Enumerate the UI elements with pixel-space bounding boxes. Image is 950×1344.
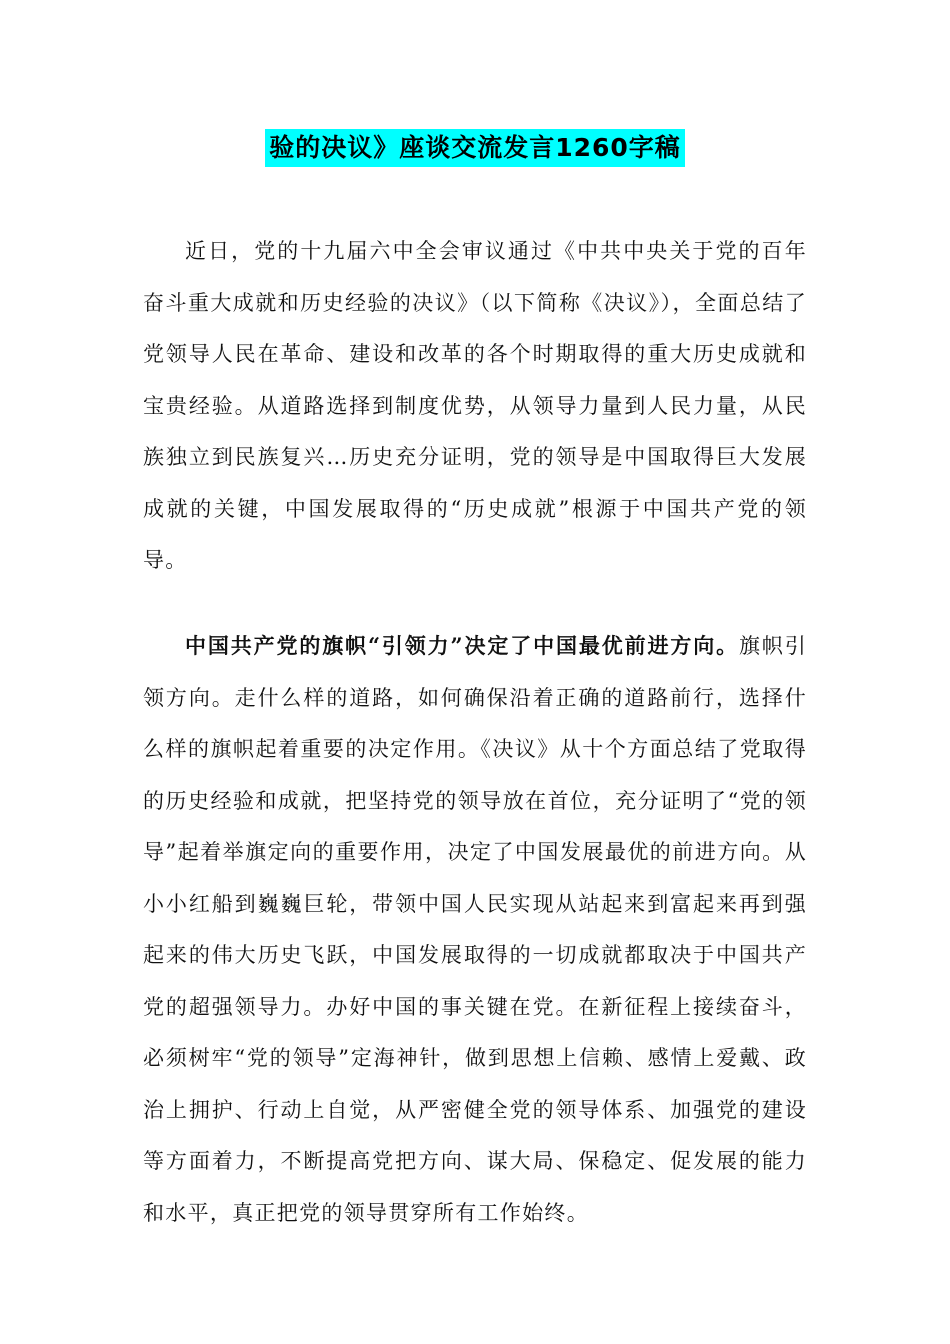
paragraph-intro — [143, 226, 807, 587]
paragraph-text: 旗帜引领方向。走什么样的道路，如何确保沿着正确的道路前行，选择什么样的旗帜起着重要的决定作用。《决议》从十个方面总结了党取得的历史经验和成就，把坚持党的领导放在首位，充分证明了“党的领导”起着举旗定向的重要作用，决定了中国发展最优的前进方向。从小小红船到巍巍巨轮，带领中国人民实现从站起来到富起来再到强起来的伟大历史飞跃，中国发展取得的一切成就都取决于中国共产党的超强领导力。办好中国的事关键在党。在新征程上接续奋斗，必须树牢“党的领导”定海神针，做到思想上信赖、感情上爱戴、政治上拥护、行动上自觉，从严密健全党的领导体系、加强党的建设等方面着力，不断提高党把方向、谋大局、保稳定、促发展的能力和水平，真正把党的领导贯穿所有工作始终。 — [143, 634, 807, 1225]
paragraph-lead-sentence: 中国共产党的旗帜“引领力”决定了中国最优前进方向。 — [185, 633, 739, 658]
paragraph-text: 近日，党的十九届六中全会审议通过《中共中央关于党的百年奋斗重大成就和历史经验的决议》（以下简称《决议》），全面总结了党领导人民在革命、建设和改革的各个时期取得的重大历史成就和宝贵经验。从道路选择到制度优势，从领导力量到人民力量，从民族独立到民族复兴…历史充分证明，党的领导是中国取得巨大发展成就的关键，中国发展取得的“历史成就”根源于中国共产党的领导。 — [143, 239, 807, 572]
paragraph-leadership — [143, 620, 807, 1239]
document-title: 验的决议》座谈交流发言1260字稿 — [265, 129, 685, 167]
title-container — [0, 129, 950, 167]
